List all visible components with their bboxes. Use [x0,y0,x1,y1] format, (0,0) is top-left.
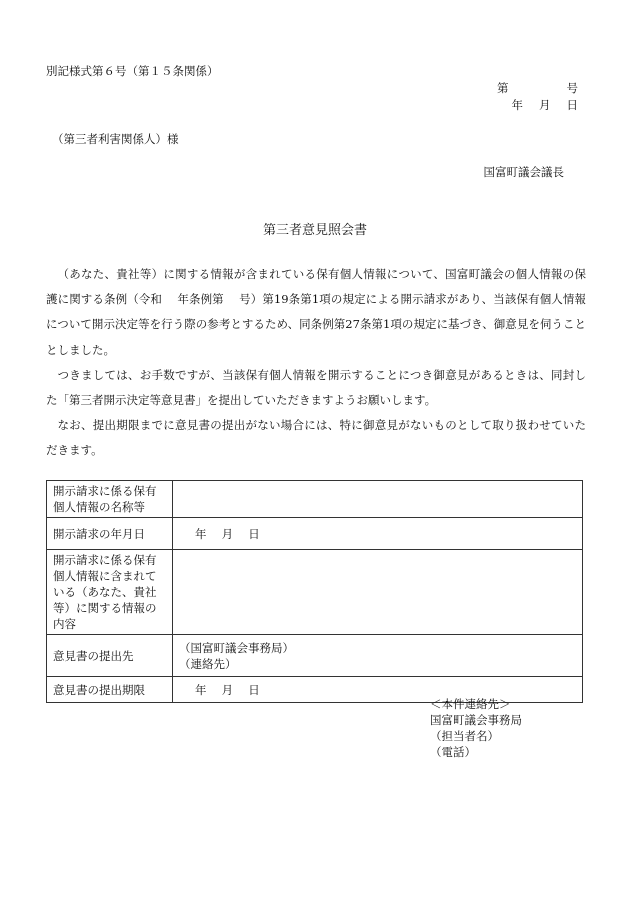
table-row [47,518,583,550]
row-label: 意見書の提出期限 [47,677,173,703]
document-date-line [512,97,579,113]
row-label: 開示請求に係る保有個人情報の名称等 [47,481,173,518]
sender: 国富町議会議長 [483,165,564,179]
contact-heading: ＜本件連絡先＞ [430,697,511,711]
body-text [46,262,586,464]
date-day: 日 [566,98,578,112]
document-number-suffix: 号 [566,81,578,95]
row-label: 開示請求の年月日 [47,518,173,550]
paragraph: （あなた、貴社等）に関する情報が含まれている保有個人情報について、国富町議会の個人情報の保護に関する条例（令和 年条例第 号）第19条第1項の規定による開示請求があり、当該保有個人情報について開示決定等を行う際の参考とするため、同条例第27条第1項の規定に基づき、御意見を伺うこととしました。 [46,267,586,357]
date-year: 年 [511,98,523,112]
contact-person: （担当者名） [430,729,499,743]
row-value[interactable] [173,481,583,518]
recipient: （第三者利害関係人）様 [52,132,179,146]
row-value-text: 年 月 日 [195,526,260,541]
paragraph: なお、提出期限までに意見書の提出がない場合には、特に御意見がないものとして取り扱わせていただきます。 [46,418,586,458]
row-value[interactable] [173,550,583,635]
row-value-text: （連絡先） [179,656,237,671]
document-number-prefix: 第 [497,81,509,95]
document-number-line [497,80,578,96]
form-number: 別記様式第６号（第１５条関係） [46,64,219,78]
row-value[interactable] [173,635,583,677]
paragraph: つきましては、お手数ですが、当該保有個人情報を開示することにつき御意見があるときは、同封した「第三者開示決定等意見書」を提出していただきますようお願いします。 [46,367,586,408]
contact-phone: （電話） [430,745,476,759]
table-row [47,635,583,677]
table-row [47,550,583,635]
page-title: 第三者意見照会書 [262,223,367,238]
date-month: 月 [539,98,551,112]
row-label: 開示請求に係る保有個人情報に含まれている（あなた、貴社等）に関する情報の内容 [47,550,173,635]
row-label: 意見書の提出先 [47,635,173,677]
contact-block [430,696,522,760]
contact-office: 国富町議会事務局 [430,713,522,727]
table-row [47,481,583,518]
row-value-text: 年 月 日 [195,682,260,697]
row-value[interactable] [173,518,583,550]
info-table [46,480,583,703]
row-value-text: （国富町議会事務局） [179,640,294,655]
